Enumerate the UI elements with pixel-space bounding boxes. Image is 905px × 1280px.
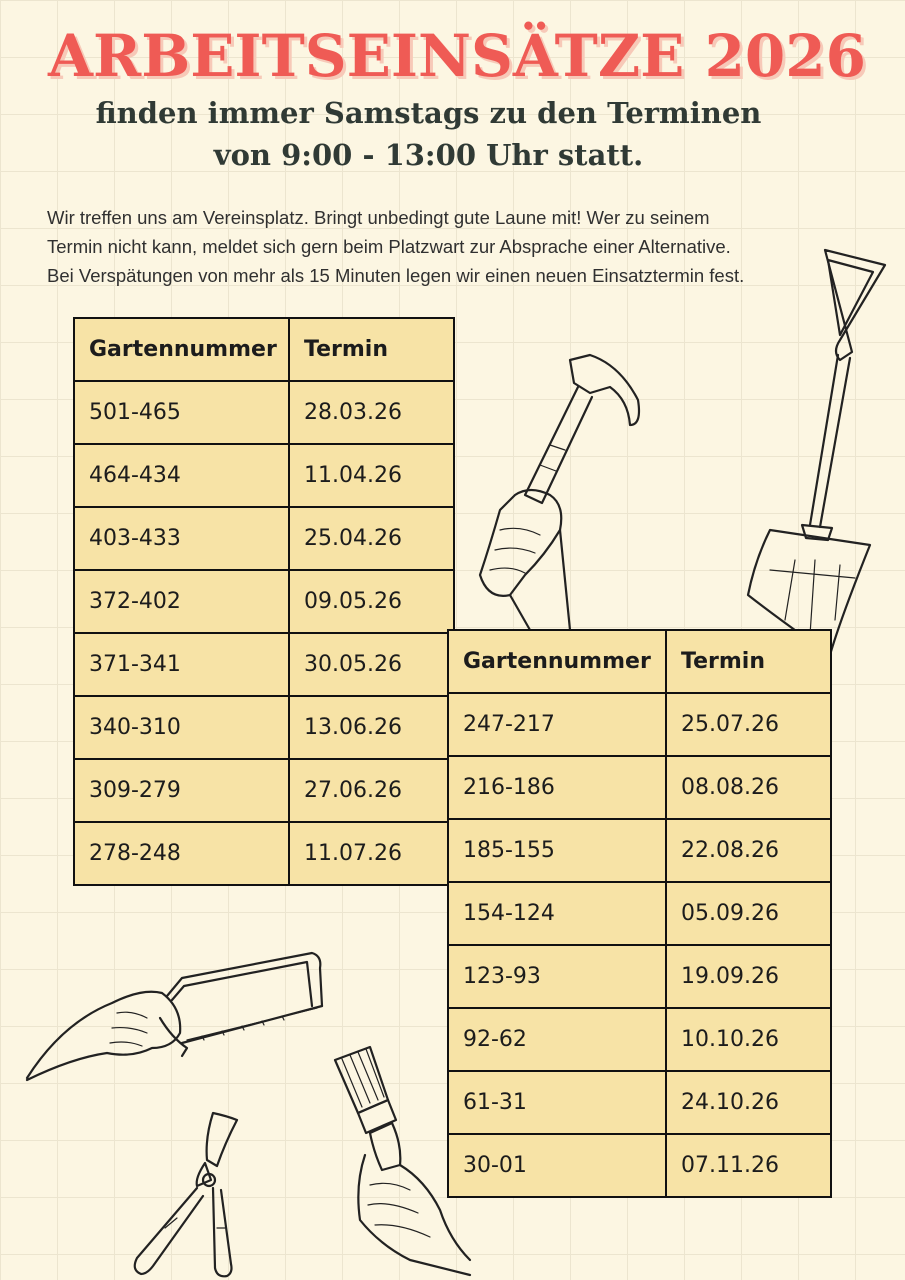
schedule-table-left xyxy=(73,317,455,886)
table-row xyxy=(74,633,454,696)
garden-number-cell: 278-248 xyxy=(74,822,289,885)
garden-number-cell: 309-279 xyxy=(74,759,289,822)
pruning-shears-icon xyxy=(125,1108,255,1280)
shovel-icon xyxy=(740,240,905,665)
garden-number-cell: 340-310 xyxy=(74,696,289,759)
garden-number-cell: 92-62 xyxy=(448,1008,666,1071)
column-header-gartennummer: Gartennummer xyxy=(448,630,666,693)
date-cell: 07.11.26 xyxy=(666,1134,831,1197)
garden-number-cell: 123-93 xyxy=(448,945,666,1008)
date-cell: 13.06.26 xyxy=(289,696,454,759)
schedule-table-right xyxy=(447,629,832,1198)
table-row xyxy=(448,882,831,945)
date-cell: 24.10.26 xyxy=(666,1071,831,1134)
date-cell: 22.08.26 xyxy=(666,819,831,882)
table-row xyxy=(448,756,831,819)
garden-number-cell: 216-186 xyxy=(448,756,666,819)
garden-number-cell: 371-341 xyxy=(74,633,289,696)
table-row xyxy=(448,945,831,1008)
date-cell: 27.06.26 xyxy=(289,759,454,822)
table-row xyxy=(448,819,831,882)
date-cell: 10.10.26 xyxy=(666,1008,831,1071)
table-row xyxy=(74,444,454,507)
date-cell: 11.04.26 xyxy=(289,444,454,507)
table-row xyxy=(74,696,454,759)
intro-line-2: Termin nicht kann, meldet sich gern beim Platzwart zur Absprache einer Alternative. xyxy=(47,236,731,257)
garden-number-cell: 501-465 xyxy=(74,381,289,444)
date-cell: 11.07.26 xyxy=(289,822,454,885)
garden-number-cell: 154-124 xyxy=(448,882,666,945)
date-cell: 28.03.26 xyxy=(289,381,454,444)
table-header-row xyxy=(74,318,454,381)
page-title: ARBEITSEINSÄTZE 2026 xyxy=(48,22,867,90)
garden-number-cell: 372-402 xyxy=(74,570,289,633)
subtitle-line-2: von 9:00 - 13:00 Uhr statt. xyxy=(213,138,644,172)
garden-number-cell: 185-155 xyxy=(448,819,666,882)
table-row xyxy=(74,381,454,444)
table-row xyxy=(74,759,454,822)
date-cell: 30.05.26 xyxy=(289,633,454,696)
intro-text xyxy=(47,203,847,290)
paintbrush-icon xyxy=(330,1045,480,1275)
table-row xyxy=(74,570,454,633)
table-row xyxy=(448,693,831,756)
intro-line-1: Wir treffen uns am Vereinsplatz. Bringt unbedingt gute Laune mit! Wer zu seinem xyxy=(47,207,710,228)
column-header-gartennummer: Gartennummer xyxy=(74,318,289,381)
hammer-icon xyxy=(470,345,650,635)
column-header-termin: Termin xyxy=(666,630,831,693)
table-row xyxy=(448,1071,831,1134)
garden-number-cell: 403-433 xyxy=(74,507,289,570)
date-cell: 08.08.26 xyxy=(666,756,831,819)
table-header-row xyxy=(448,630,831,693)
table-row xyxy=(448,1008,831,1071)
garden-number-cell: 464-434 xyxy=(74,444,289,507)
date-cell: 05.09.26 xyxy=(666,882,831,945)
garden-number-cell: 247-217 xyxy=(448,693,666,756)
date-cell: 25.07.26 xyxy=(666,693,831,756)
column-header-termin: Termin xyxy=(289,318,454,381)
table-row xyxy=(74,822,454,885)
date-cell: 19.09.26 xyxy=(666,945,831,1008)
garden-number-cell: 61-31 xyxy=(448,1071,666,1134)
date-cell: 09.05.26 xyxy=(289,570,454,633)
garden-number-cell: 30-01 xyxy=(448,1134,666,1197)
table-row xyxy=(74,507,454,570)
intro-line-3: Bei Verspätungen von mehr als 15 Minuten legen wir einen neuen Einsatztermin fest. xyxy=(47,265,745,286)
date-cell: 25.04.26 xyxy=(289,507,454,570)
subtitle-line-1: finden immer Samstags zu den Terminen xyxy=(95,96,762,130)
table-row xyxy=(448,1134,831,1197)
hacksaw-icon xyxy=(22,948,332,1088)
